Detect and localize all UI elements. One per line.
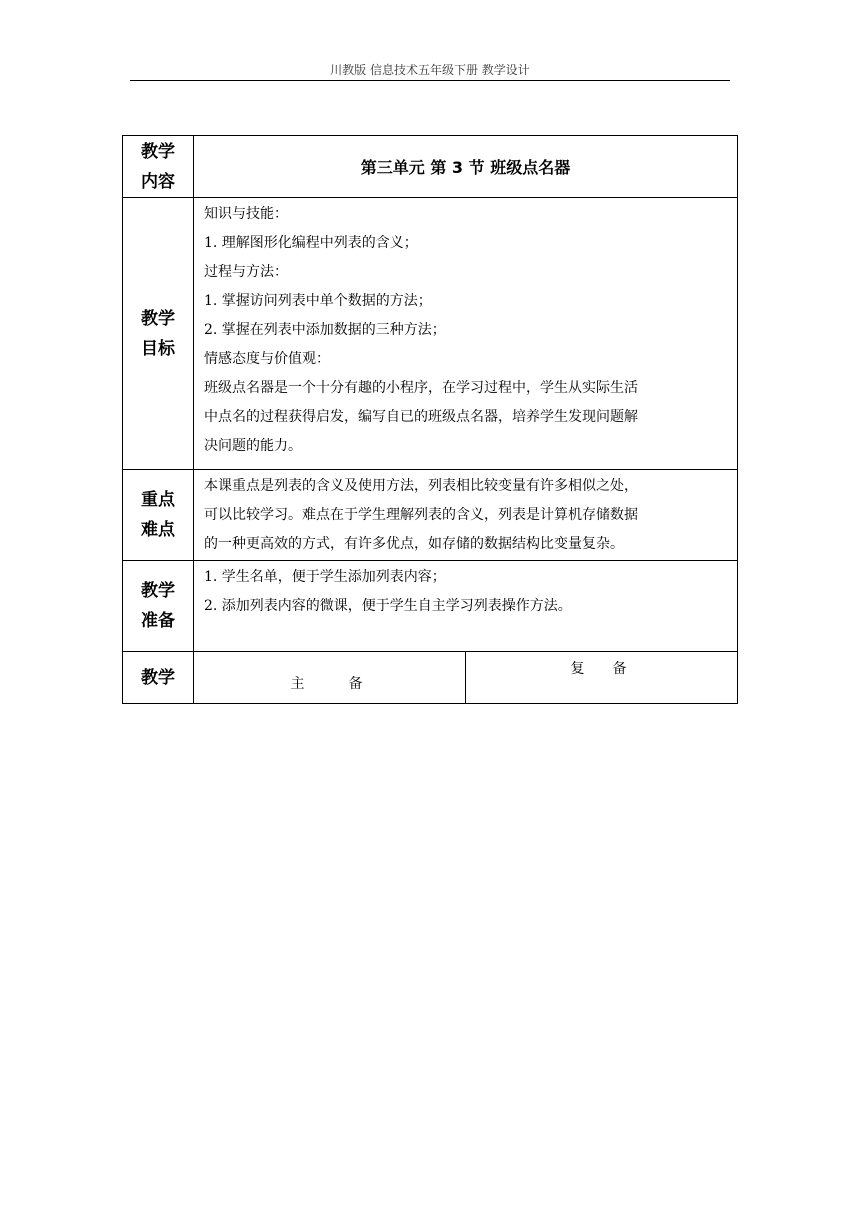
goals-line: 2. 掌握在列表中添加数据的三种方法； bbox=[204, 322, 446, 338]
prep-content bbox=[194, 561, 738, 652]
label-line: 教学 bbox=[141, 141, 175, 162]
goals-line: 情感态度与价值观： bbox=[204, 351, 330, 367]
label-line: 重点 bbox=[141, 490, 175, 510]
review-prep-char: 复 bbox=[570, 661, 591, 677]
row-teaching-process bbox=[123, 652, 738, 704]
label-line: 教学 bbox=[141, 581, 175, 601]
key-line: 可以比较学习。难点在于学生理解列表的含义，列表是计算机存储数据 bbox=[204, 507, 638, 523]
review-prep-char: 备 bbox=[612, 661, 633, 677]
label-teaching-content bbox=[123, 136, 194, 198]
label-teaching-prep bbox=[123, 561, 194, 652]
key-line: 的一种更高效的方式，有许多优点，如存储的数据结构比变量复杂。 bbox=[204, 536, 624, 552]
label-key-points bbox=[123, 470, 194, 561]
goals-line: 知识与技能： bbox=[204, 206, 288, 222]
label-line: 教学 bbox=[141, 308, 175, 329]
lesson-title: 第三单元 第 3 节 班级点名器 bbox=[194, 136, 738, 198]
goals-line: 过程与方法： bbox=[204, 264, 288, 280]
label-line: 准备 bbox=[141, 611, 175, 631]
main-prep-char: 主 bbox=[290, 676, 311, 692]
label-line: 难点 bbox=[141, 520, 175, 540]
goals-line: 1. 掌握访问列表中单个数据的方法； bbox=[204, 293, 432, 309]
goals-line: 中点名的过程获得启发，编写自已的班级点名器，培养学生发现问题解 bbox=[204, 409, 638, 425]
label-line: 目标 bbox=[141, 338, 175, 359]
row-teaching-prep bbox=[123, 561, 738, 652]
label-line: 内容 bbox=[141, 171, 175, 192]
lesson-plan-table bbox=[122, 135, 738, 704]
key-points-content bbox=[194, 470, 738, 561]
goals-line: 班级点名器是一个十分有趣的小程序，在学习过程中，学生从实际生活 bbox=[204, 380, 638, 396]
row-teaching-goals bbox=[123, 198, 738, 470]
goals-line: 1. 理解图形化编程中列表的含义； bbox=[204, 235, 418, 251]
prep-line: 2. 添加列表内容的微课，便于学生自主学习列表操作方法。 bbox=[204, 598, 572, 614]
prep-line: 1. 学生名单，便于学生添加列表内容； bbox=[204, 569, 446, 585]
page-header: 川教版 信息技术五年级下册 教学设计 bbox=[130, 60, 730, 81]
key-line: 本课重点是列表的含义及使用方法，列表相比较变量有许多相似之处， bbox=[204, 478, 638, 494]
main-prep-header bbox=[194, 652, 466, 704]
main-prep-char: 备 bbox=[348, 676, 369, 692]
label-teaching-goals bbox=[123, 198, 194, 470]
goals-line: 决问题的能力。 bbox=[204, 438, 302, 454]
goals-content bbox=[194, 198, 738, 470]
label-teaching-process: 教学 bbox=[123, 652, 194, 704]
review-prep-header bbox=[466, 652, 738, 704]
row-key-points bbox=[123, 470, 738, 561]
row-teaching-content bbox=[123, 136, 738, 198]
